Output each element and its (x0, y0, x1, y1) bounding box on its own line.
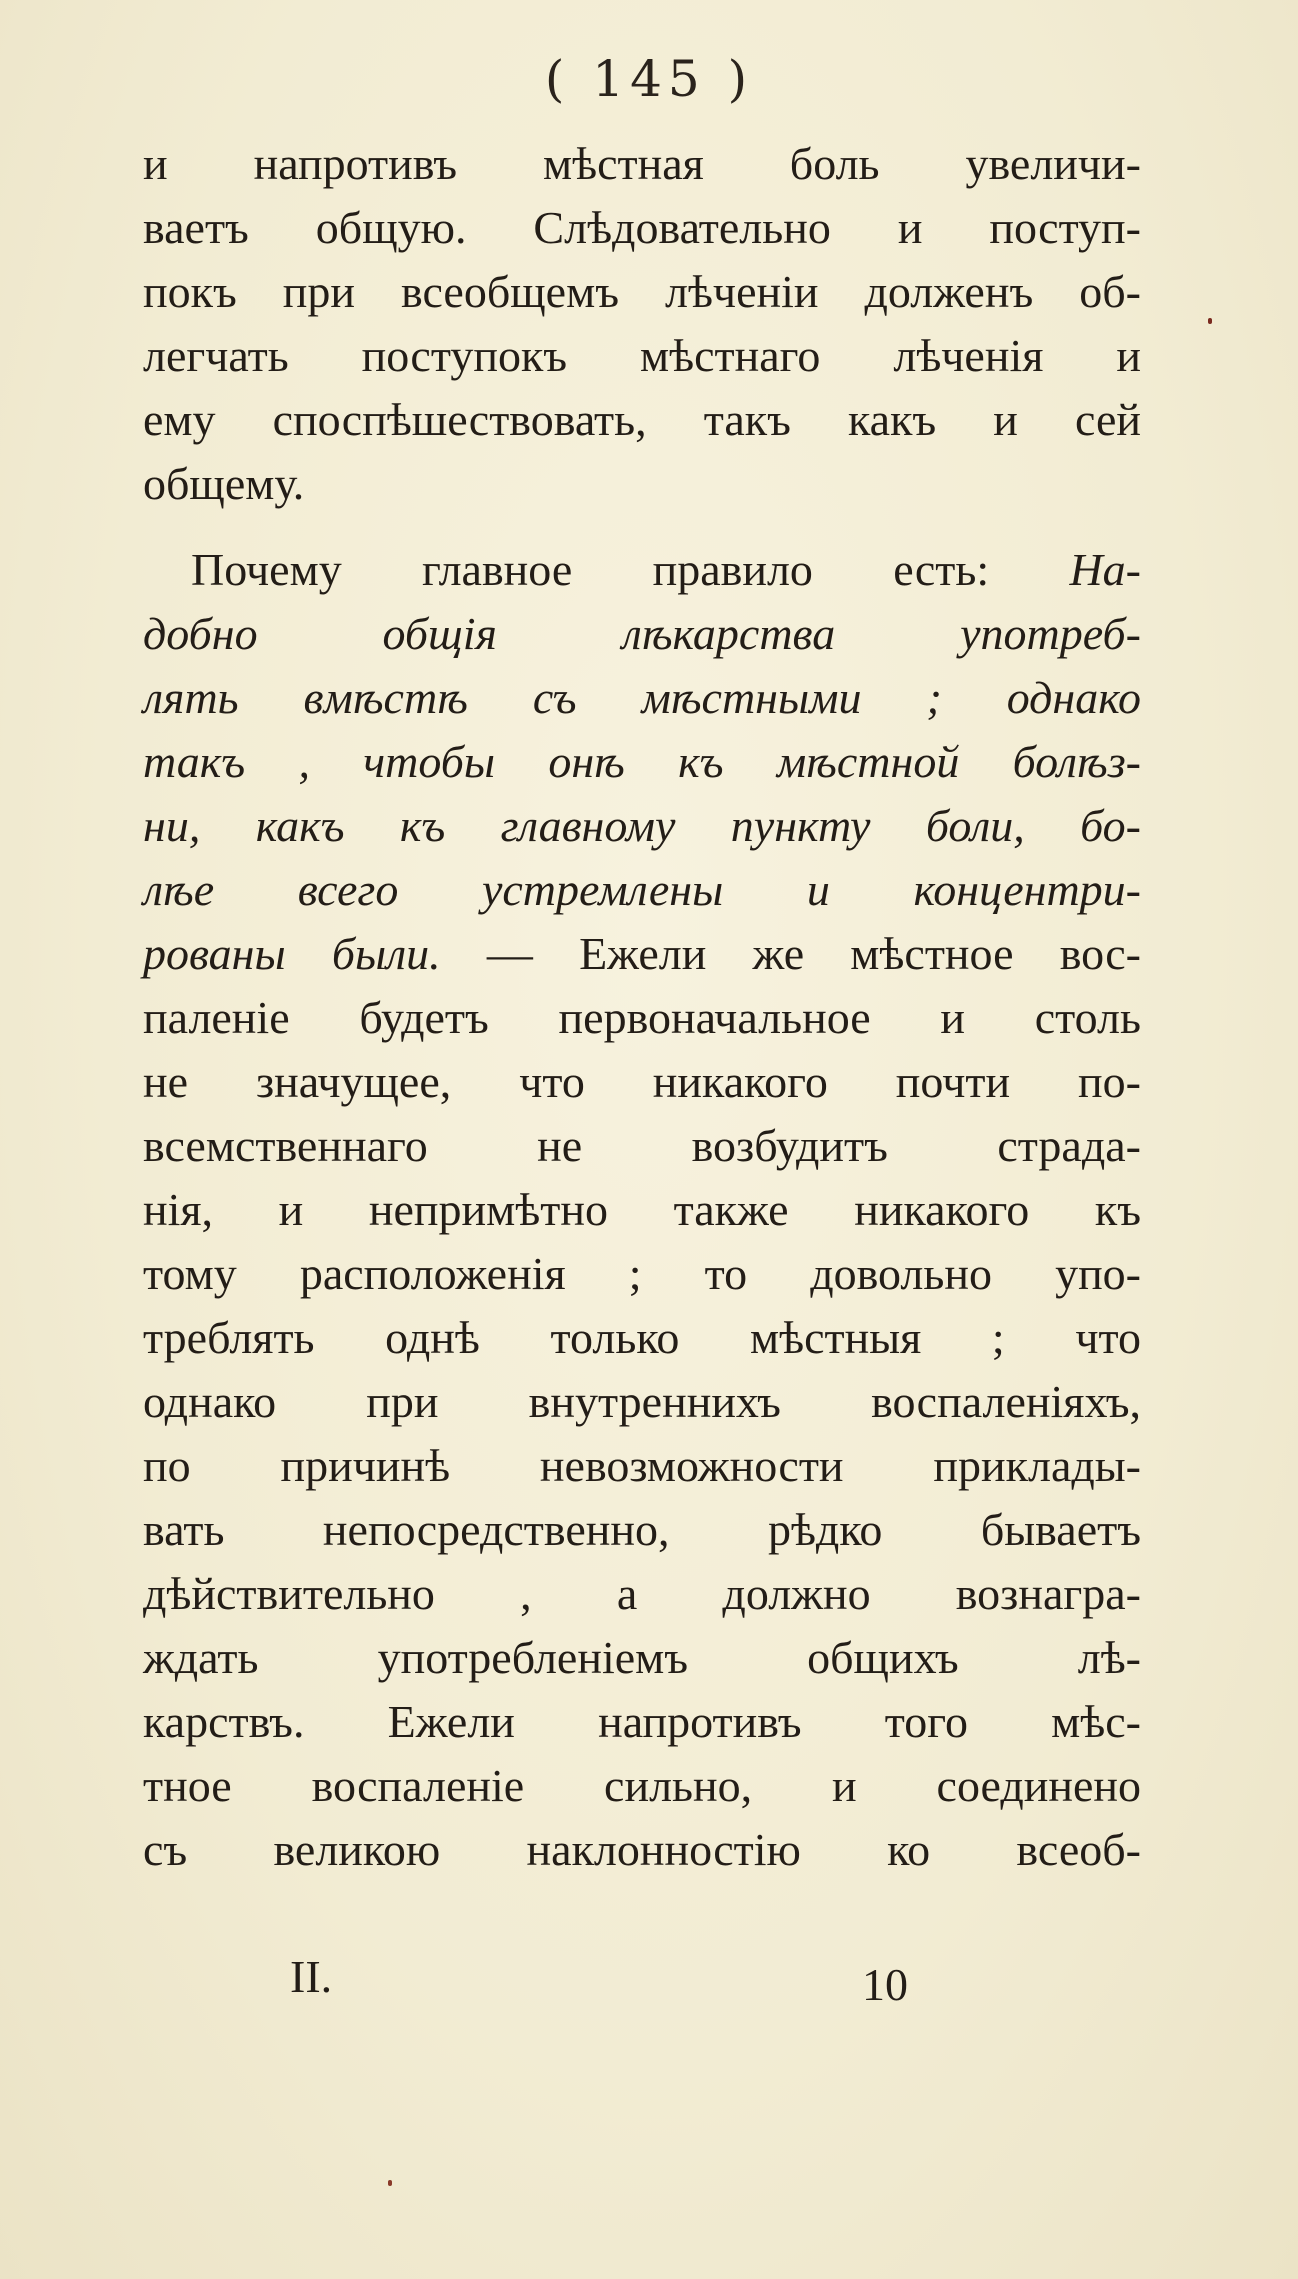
text-line: по причинѣ невозможности приклады- (143, 1440, 1141, 1491)
signature-mark: II. (290, 1951, 333, 2002)
text-line: съ великою наклонностію ко всеоб- (143, 1824, 1141, 1875)
italic-run: На- (1069, 544, 1141, 595)
text-run: — Ежели же мѣстное вос- (440, 928, 1141, 979)
text-line: ждать употребленіемъ общихъ лѣ- (143, 1632, 1141, 1683)
text-line: общему. (143, 458, 305, 509)
text-run: Почему главное правило есть: (191, 544, 1070, 595)
text-line: тому расположенія ; то довольно упо- (143, 1248, 1141, 1299)
paper-speck (388, 2180, 392, 2186)
text-line: карствъ. Ежели напротивъ того мѣс- (143, 1696, 1141, 1747)
text-line: вать непосредственно, рѣдко бываетъ (143, 1504, 1141, 1555)
page-footer (0, 1950, 1298, 2010)
text-line: не значущее, что никакого почти по- (143, 1056, 1141, 1107)
signature-number: 10 (862, 1959, 908, 2010)
text-line: треблять однѣ только мѣстныя ; что (143, 1312, 1141, 1363)
body-text (143, 132, 1141, 1882)
page-number: ( 145 ) (544, 50, 754, 108)
text-line: нія, и непримѣтно также никакого къ (143, 1184, 1141, 1235)
paper-speck (1208, 318, 1212, 324)
italic-line: добно общія лѣкарства употреб- (143, 608, 1141, 659)
text-line: дѣйствительно , а должно вознагра- (143, 1568, 1141, 1619)
italic-run: рованы были. (143, 928, 441, 979)
text-line: ему споспѣшествовать, такъ какъ и сей (143, 394, 1141, 445)
text-line (143, 538, 1141, 602)
italic-line: лѣе всего устремлены и концентри- (143, 864, 1141, 915)
text-line: ваетъ общую. Слѣдовательно и поступ- (143, 202, 1141, 253)
text-line: всемственнаго не возбудитъ страда- (143, 1120, 1141, 1171)
text-line: паленіе будетъ первоначальное и столь (143, 992, 1141, 1043)
italic-line: лять вмѣстѣ съ мѣстными ; однако (143, 672, 1141, 723)
text-line: покъ при всеобщемъ лѣченіи долженъ об- (143, 266, 1141, 317)
text-line (143, 922, 1141, 986)
text-line: легчать поступокъ мѣстнаго лѣченія и (143, 330, 1141, 381)
text-line: однако при внутреннихъ воспаленіяхъ, (143, 1376, 1141, 1427)
paragraph-gap (143, 516, 1141, 538)
italic-line: такъ , чтобы онѣ къ мѣстной болѣз- (143, 736, 1141, 787)
text-line: и напротивъ мѣстная боль увеличи- (143, 138, 1141, 189)
italic-line: ни, какъ къ главному пункту боли, бо- (143, 800, 1141, 851)
text-line: тное воспаленіе сильно, и соединено (143, 1760, 1141, 1811)
